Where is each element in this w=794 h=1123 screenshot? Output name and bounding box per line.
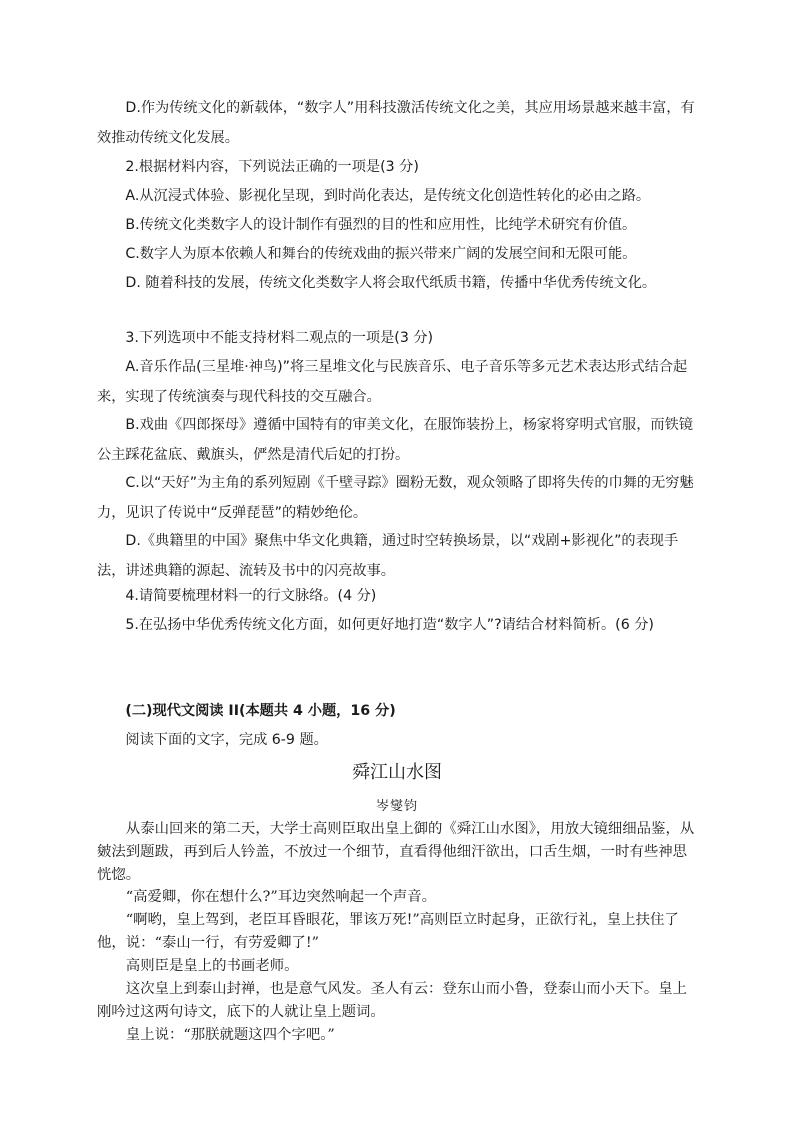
q3-option-a: A.音乐作品(三星堆·神鸟)”将三星堆文化与民族音乐、电子音乐等多元艺术表达形式结合起来，实现了传统演奏与现代科技的交互融合。	[97, 359, 688, 405]
story-title: 舜江山水图	[352, 762, 442, 783]
story-paragraph-6: 皇上说：“那朕就题这四个字吧。”	[125, 1027, 335, 1043]
story-paragraph-2: “高爱卿，你在想什么?”耳边突然响起一个声音。	[125, 889, 437, 905]
section2-instruction: 阅读下面的文字，完成 6-9 题。	[125, 732, 328, 748]
section2-heading: (二)现代文阅读 II(本题共 4 小题，16 分)	[125, 703, 396, 719]
q3-option-c: C.以“天好”为主角的系列短剧《千壁寻踪》圈粉无数，观众领略了即将失传的巾舞的无穷魅力，见识了传说中“反弹琵琶”的精妙绝伦。	[97, 475, 694, 521]
q4: 4.请简要梳理材料一的行文脉络。(4 分)	[125, 588, 377, 604]
story-paragraph-5: 这次皇上到泰山封禅，也是意气风发。圣人有云：登东山而小鲁，登泰山而小天下。皇上刚吟过这两句诗文，底下的人就让皇上题词。	[97, 981, 688, 1020]
q2-option-c: C.数字人为原本依赖人和舞台的传统戏曲的振兴带来广阔的发展空间和无限可能。	[125, 246, 637, 262]
story-paragraph-3: “啊哟，皇上驾到，老臣耳昏眼花，罪该万死!”高则臣立时起身，正欲行礼，皇上扶住了他，说：“泰山一行，有劳爱卿了!”	[97, 912, 679, 951]
q3-stem: 3.下列选项中不能支持材料二观点的一项是(3 分)	[125, 330, 434, 346]
q2-option-b: B.传统文化类数字人的设计制作有强烈的目的性和应用性，比纯学术研究有价值。	[125, 217, 637, 233]
q3-option-b: B.戏曲《四郎探母》遵循中国特有的审美文化，在服饰装扮上，杨家将穿明式官服，而铁镜公主踩花盆底、戴旗头，俨然是清代后妃的打扮。	[97, 417, 693, 463]
story-paragraph-1: 从泰山回来的第二天，大学士高则臣取出皇上御的《舜江山水图》，用放大镜细细品鉴，从皴法到题跋，再到后人钤盖，不放过一个细节，直看得他细汗欲出，口舌生烟，一时有些神思恍惚。	[97, 821, 695, 883]
q2-option-a: A.从沉浸式体验、影视化呈现，到时尚化表达，是传统文化创造性转化的必由之路。	[125, 188, 651, 204]
q2-stem: 2.根据材料内容，下列说法正确的一项是(3 分)	[125, 159, 419, 175]
q5: 5.在弘扬中华优秀传统文化方面，如何更好地打造“数字人”?请结合材料简析。(6 分)	[125, 617, 654, 633]
q3-option-d: D.《典籍里的中国》聚焦中华文化典籍，通过时空转换场景，以“戏剧+影视化”的表现手法，讲述典籍的源起、流转及书中的闪亮故事。	[97, 533, 679, 579]
story-paragraph-4: 高则臣是皇上的书画老师。	[125, 958, 299, 974]
q2-option-d: D. 随着科技的发展，传统文化类数字人将会取代纸质书籍，传播中华优秀传统文化。	[125, 275, 657, 291]
q1-option-d: D.作为传统文化的新载体，“数字人”用科技激活传统文化之美，其应用场景越来越丰富，有效推动传统文化发展。	[97, 100, 695, 146]
story-author: 岑燮钧	[375, 799, 418, 814]
